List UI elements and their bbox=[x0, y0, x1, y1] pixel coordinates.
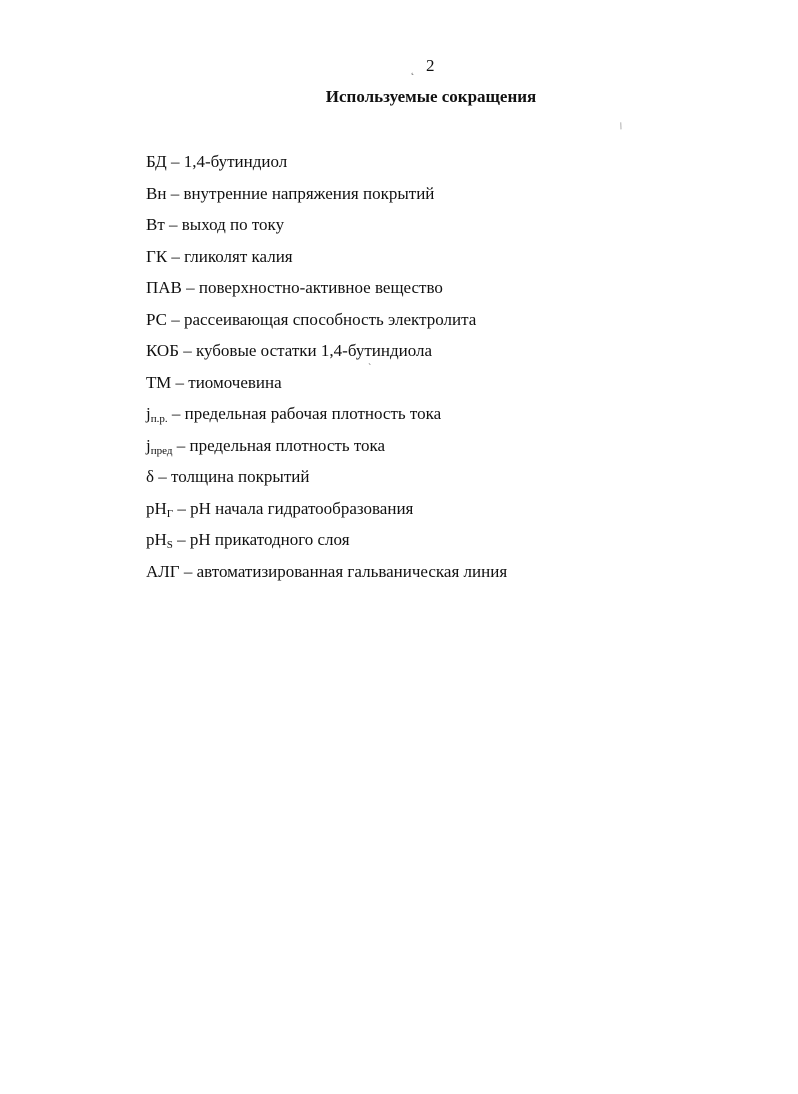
abbreviation-term: pH bbox=[146, 498, 167, 518]
abbreviation-term: j bbox=[146, 404, 151, 423]
abbreviation-term: ПАВ bbox=[146, 278, 182, 297]
abbreviation-item bbox=[146, 335, 507, 367]
abbreviation-item bbox=[146, 178, 507, 210]
abbreviation-separator: – bbox=[172, 435, 190, 455]
abbreviation-term: pH bbox=[146, 530, 167, 549]
abbreviation-definition: автоматизированная гальваническая линия bbox=[196, 561, 508, 581]
abbreviation-item bbox=[146, 367, 507, 399]
abbreviation-term: ТМ bbox=[146, 372, 172, 392]
abbreviation-item bbox=[146, 524, 507, 556]
abbreviation-separator: – bbox=[178, 341, 196, 360]
abbreviation-definition: предельная рабочая плотность тока bbox=[184, 404, 442, 423]
abbreviation-separator: – bbox=[166, 152, 184, 171]
abbreviation-term: БД bbox=[146, 152, 167, 171]
abbreviation-definition: рассеивающая способность электролита bbox=[184, 309, 477, 329]
abbreviation-item bbox=[146, 272, 507, 304]
abbreviation-subscript: S bbox=[166, 539, 173, 551]
abbreviation-subscript: пред bbox=[150, 444, 173, 457]
abbreviation-definition: 1,4-бутиндиол bbox=[183, 152, 288, 171]
scan-artifact-mark: / bbox=[618, 120, 625, 133]
abbreviation-term: КОБ bbox=[146, 341, 179, 360]
abbreviation-definition: тиомочевина bbox=[188, 372, 282, 392]
abbreviation-separator: – bbox=[181, 278, 199, 297]
abbreviation-item bbox=[146, 461, 507, 493]
abbreviation-definition: pH прикатодного слоя bbox=[189, 530, 350, 549]
abbreviation-separator: – bbox=[166, 183, 184, 203]
abbreviation-separator: – bbox=[167, 309, 185, 329]
abbreviation-term: j bbox=[146, 435, 151, 455]
abbreviation-separator: – bbox=[173, 498, 191, 518]
abbreviation-subscript: Г bbox=[166, 507, 174, 520]
page-title: Используемые сокращения bbox=[325, 87, 537, 106]
abbreviation-subscript: п.р. bbox=[150, 413, 168, 425]
abbreviation-item bbox=[146, 398, 507, 430]
abbreviation-item bbox=[146, 146, 507, 178]
abbreviation-term: АЛГ bbox=[146, 561, 180, 581]
abbreviation-term: δ bbox=[146, 467, 155, 486]
abbreviation-separator: – bbox=[172, 530, 190, 549]
scan-artifact-mark: ` bbox=[368, 363, 372, 374]
abbreviation-item bbox=[146, 241, 507, 273]
page-number: 2 bbox=[426, 56, 435, 75]
abbreviation-separator: – bbox=[179, 561, 197, 581]
abbreviation-definition: внутренние напряжения покрытий bbox=[183, 183, 435, 203]
abbreviation-item bbox=[146, 493, 507, 525]
abbreviation-definition: поверхностно-активное вещество bbox=[198, 278, 443, 297]
abbreviation-separator: – bbox=[167, 246, 185, 266]
abbreviation-separator: – bbox=[171, 372, 189, 392]
scan-artifact-mark: ˛ bbox=[411, 65, 415, 76]
abbreviation-term: Вт bbox=[146, 215, 165, 234]
abbreviation-list bbox=[146, 146, 507, 587]
abbreviation-item bbox=[146, 556, 507, 588]
abbreviation-definition: предельная плотность тока bbox=[189, 435, 386, 455]
abbreviation-separator: – bbox=[164, 215, 182, 234]
abbreviation-definition: кубовые остатки 1,4-бутиндиола bbox=[195, 341, 432, 360]
abbreviation-item bbox=[146, 209, 507, 241]
abbreviation-item bbox=[146, 430, 507, 462]
abbreviation-definition: pH начала гидратообразования bbox=[190, 498, 414, 518]
abbreviation-definition: гликолят калия bbox=[184, 246, 293, 266]
abbreviation-separator: – bbox=[154, 467, 172, 486]
abbreviation-term: ГК bbox=[146, 246, 168, 266]
abbreviation-definition: толщина покрытий bbox=[171, 467, 310, 486]
abbreviation-separator: – bbox=[167, 404, 185, 423]
abbreviation-term: РС bbox=[146, 309, 168, 329]
abbreviation-item bbox=[146, 304, 507, 336]
abbreviation-term: Вн bbox=[146, 183, 167, 203]
abbreviation-definition: выход по току bbox=[181, 215, 285, 234]
